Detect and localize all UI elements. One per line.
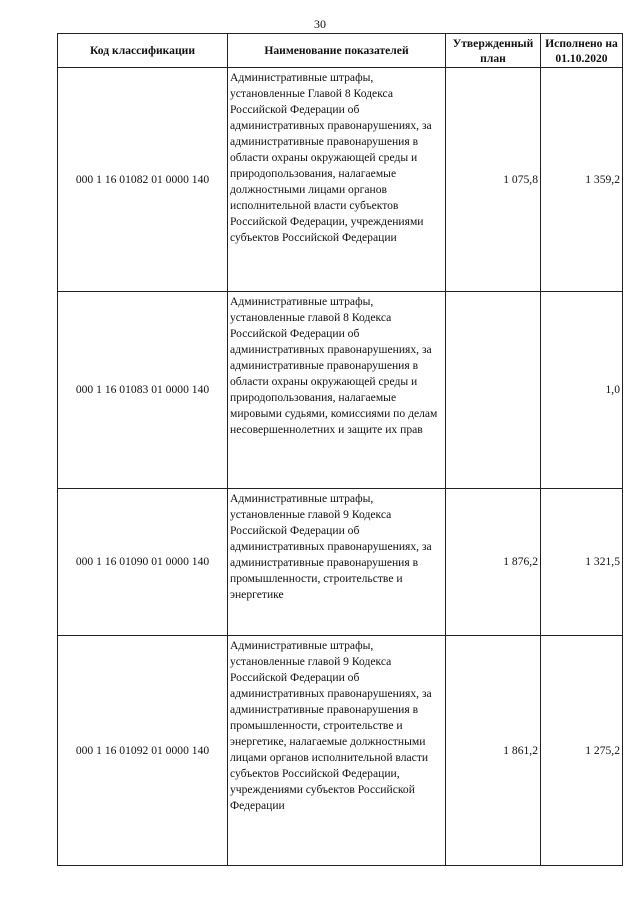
approved-plan-cell: 1 075,8 xyxy=(446,68,541,292)
indicator-name-cell: Административные штрафы, установленные главой 9 Кодекса Российской Федерации об административных правонарушениях, за административные правонарушения в промышленности, строительстве и энергетике, налагаемые должностными лицами органов исполнительной власти субъектов Российской Федерации, учреждениями субъектов Российской Федерации xyxy=(228,636,446,866)
page-number: 30 xyxy=(314,17,326,31)
table-row xyxy=(58,68,623,292)
indicator-name-cell: Административные штрафы, установленные главой 9 Кодекса Российской Федерации об административных правонарушениях, за административные правонарушения в промышленности, строительстве и энергетике xyxy=(228,489,446,636)
indicator-name-cell: Административные штрафы, установленные Главой 8 Кодекса Российской Федерации об административных правонарушениях, за административные правонарушения в области охраны окружающей среды и природопользования, налагаемые должностными лицами органов исполнительной власти субъектов Российской Федерации, учреждениями субъектов Российской Федерации xyxy=(228,68,446,292)
classification-code-cell: 000 1 16 01090 01 0000 140 xyxy=(58,489,228,636)
header-classification-code: Код классификации xyxy=(58,34,228,68)
header-approved-plan: Утвержденный план xyxy=(446,34,541,68)
header-indicator-name: Наименование показателей xyxy=(228,34,446,68)
approved-plan-cell: 1 876,2 xyxy=(446,489,541,636)
indicator-name-cell: Административные штрафы, установленные главой 8 Кодекса Российской Федерации об административных правонарушениях, за административные правонарушения в области охраны окружающей среды и природопользования, налагаемые мировыми судьями, комиссиями по делам несовершеннолетних и защите их прав xyxy=(228,292,446,489)
classification-code-cell: 000 1 16 01082 01 0000 140 xyxy=(58,68,228,292)
table-header-row xyxy=(58,34,623,68)
classification-code-cell: 000 1 16 01092 01 0000 140 xyxy=(58,636,228,866)
executed-cell: 1 275,2 xyxy=(541,636,623,866)
budget-execution-table xyxy=(57,33,623,866)
header-executed: Исполнено на 01.10.2020 xyxy=(541,34,623,68)
approved-plan-cell: 1 861,2 xyxy=(446,636,541,866)
approved-plan-cell xyxy=(446,292,541,489)
classification-code-cell: 000 1 16 01083 01 0000 140 xyxy=(58,292,228,489)
executed-cell: 1,0 xyxy=(541,292,623,489)
executed-cell: 1 359,2 xyxy=(541,68,623,292)
table-row xyxy=(58,489,623,636)
table-row xyxy=(58,292,623,489)
table-row xyxy=(58,636,623,866)
executed-cell: 1 321,5 xyxy=(541,489,623,636)
